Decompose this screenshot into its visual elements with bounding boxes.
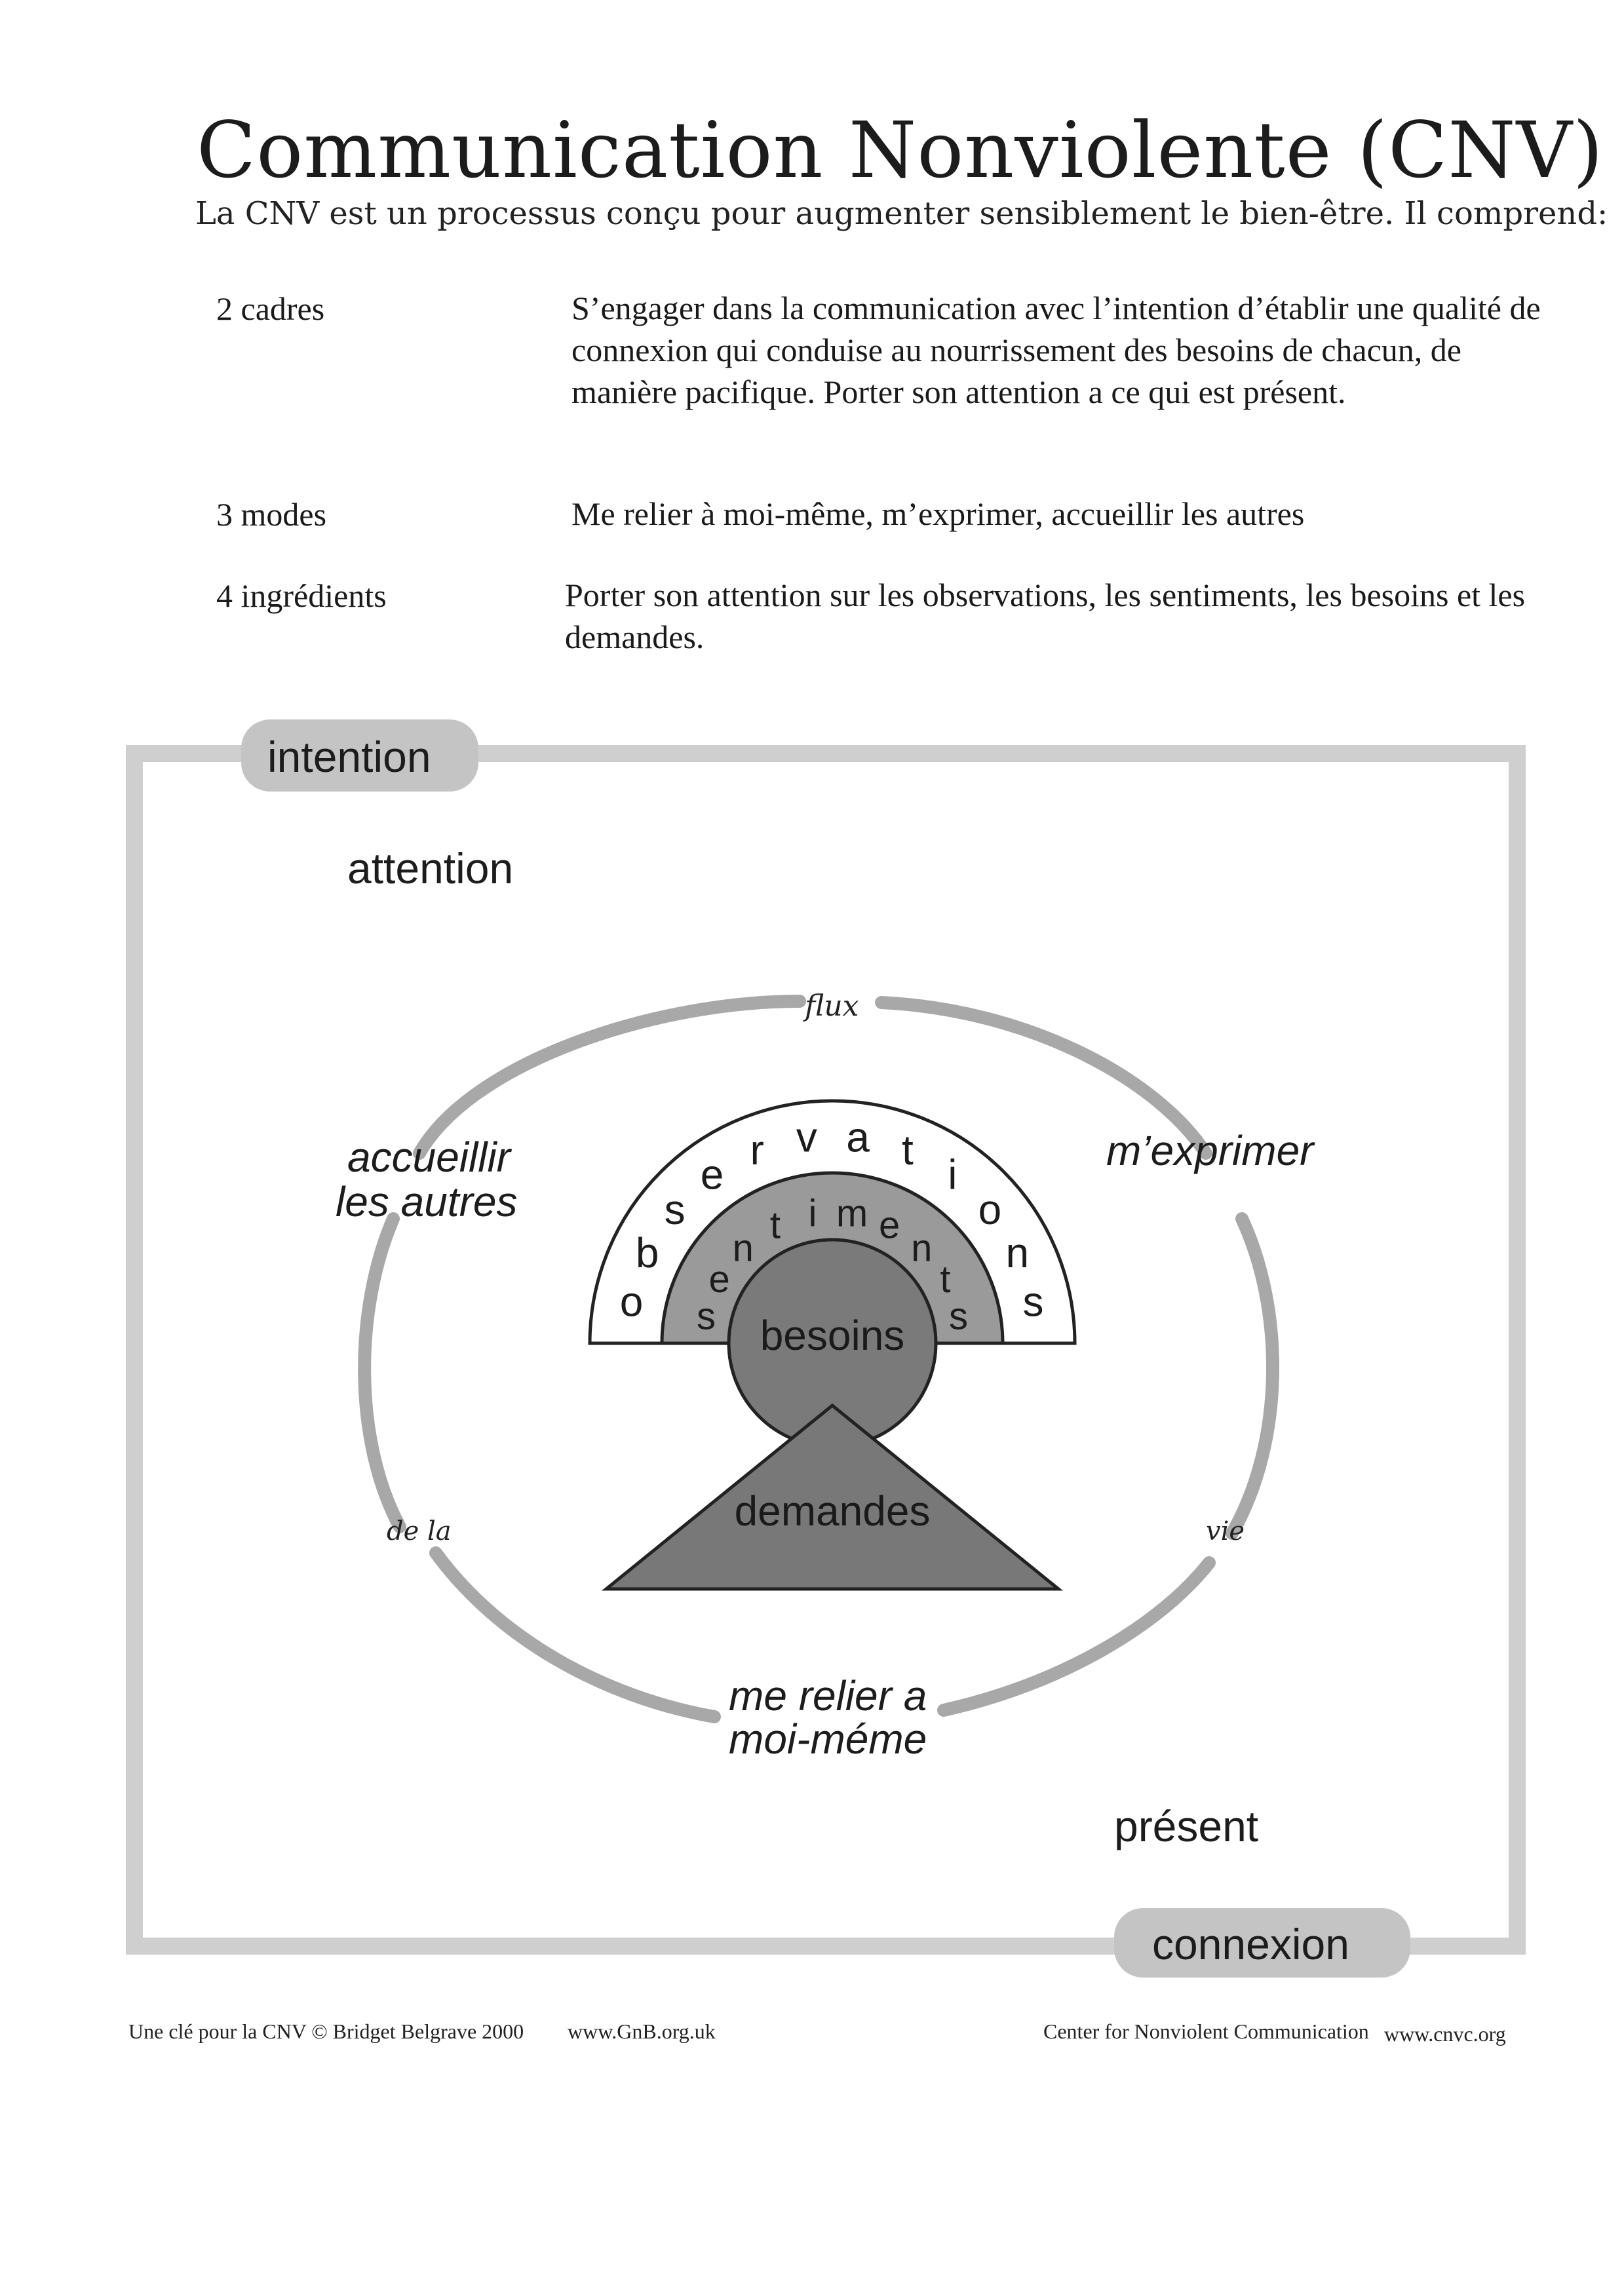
sentiments-letter: s	[949, 1295, 968, 1338]
observations-letter: n	[1005, 1229, 1030, 1277]
attention-label: attention	[347, 844, 514, 892]
intention-label: intention	[267, 733, 431, 781]
row-label-ingredients: 4 ingrédients	[216, 577, 387, 614]
mode-bottom-line1: me relier a	[729, 1672, 927, 1719]
flow-ring-right	[1232, 1219, 1273, 1533]
mode-right: m’exprimer	[1106, 1127, 1314, 1174]
observations-letter: s	[664, 1186, 686, 1234]
row-desc-modes: Me relier à moi-même, m’exprimer, accueillir les autres	[571, 495, 1305, 532]
sentiments-letter: e	[878, 1204, 900, 1247]
observations-letter: r	[750, 1126, 764, 1174]
page-subtitle: La CNV est un processus conçu pour augmenter sensiblement le bien-être. Il comprend:	[195, 195, 1608, 232]
observations-letter: t	[902, 1126, 914, 1174]
row-label-modes: 3 modes	[216, 496, 327, 533]
sentiments-letter: t	[769, 1204, 781, 1247]
sentiments-letter: t	[940, 1258, 951, 1301]
footer-right-link[interactable]: www.cnvc.org	[1384, 2022, 1506, 2046]
demandes-label: demandes	[734, 1487, 931, 1535]
mode-left-line1: accueillir	[347, 1134, 511, 1181]
observations-letter: o	[619, 1278, 644, 1326]
row-desc-ingredients: Porter son attention sur les observations, les sentiments, les besoins et les demandes.	[565, 577, 1526, 655]
mode-left-line2: les autres	[336, 1178, 518, 1225]
footer-organization: Center for Nonviolent Communication	[1043, 2019, 1369, 2043]
page-title: Communication Nonviolente (CNV)	[197, 105, 1604, 195]
sentiments-letter: e	[708, 1258, 730, 1301]
observations-letter: o	[978, 1186, 1002, 1234]
connexion-label: connexion	[1152, 1920, 1349, 1968]
flow-top-label: flux	[805, 989, 859, 1023]
row-label-cadres: 2 cadres	[216, 290, 325, 327]
footer-credit: Une clé pour la CNV © Bridget Belgrave 2000	[128, 2019, 524, 2043]
sentiments-letter: s	[697, 1295, 716, 1338]
observations-letter: i	[948, 1151, 957, 1198]
mode-bottom-line2: moi-méme	[729, 1715, 927, 1763]
observations-letter: a	[846, 1113, 870, 1161]
observations-letter: e	[700, 1151, 724, 1198]
sentiments-letter: m	[836, 1192, 868, 1235]
present-label: présent	[1114, 1802, 1259, 1850]
observations-letter: s	[1022, 1278, 1044, 1326]
observations-letter: b	[635, 1229, 659, 1277]
flow-ring-left	[364, 1219, 400, 1527]
sentiments-letter: n	[911, 1227, 933, 1270]
besoins-label: besoins	[760, 1312, 905, 1359]
observations-letter: v	[796, 1113, 817, 1161]
footer-left-link[interactable]: www.GnB.org.uk	[568, 2019, 716, 2043]
sentiments-letter: n	[732, 1227, 754, 1270]
row-desc-cadres: S’engager dans la communication avec l’intention d’établir une qualité de connexion qui conduise au nourrissement des besoins de chacun, de manière pacifique. Porter son attention a ce qui est présent.	[571, 290, 1541, 410]
flow-left-label: de la	[387, 1516, 452, 1546]
sentiments-letter: i	[808, 1192, 817, 1235]
flow-right-label: vie	[1206, 1516, 1245, 1546]
